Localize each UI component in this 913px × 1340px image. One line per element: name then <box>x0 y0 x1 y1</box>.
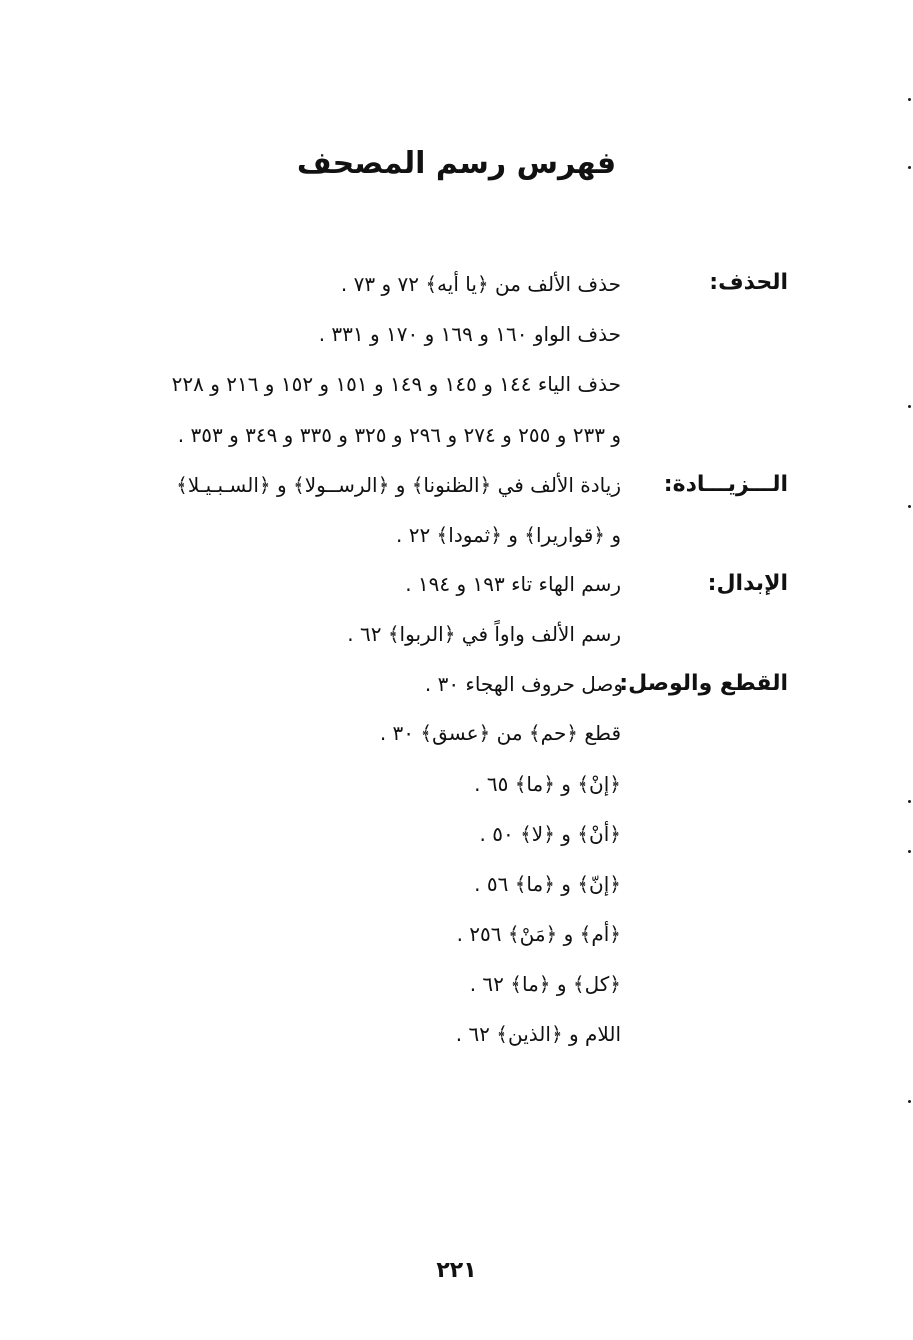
qat-wasl-line-8: اللام و ﴿الذين﴾ ٦٢ . <box>455 1022 621 1046</box>
scan-speck <box>908 405 911 408</box>
hadhf-line-3: حذف الياء ١٤٤ و ١٤٥ و ١٤٩ و ١٥١ و ١٥٢ و ٢١٦ و ٢٢٨ <box>171 372 621 396</box>
scan-speck <box>908 505 911 508</box>
qat-wasl-line-6: ﴿أم﴾ و ﴿مَنْ﴾ ٢٥٦ . <box>456 922 621 946</box>
ibdal-line-2: رسم الألف واواً في ﴿الربوا﴾ ٦٢ . <box>347 622 621 646</box>
qat-wasl-line-1: وصل حروف الهجاء ٣٠ . <box>424 672 623 696</box>
page-title: فهرس رسم المصحف <box>296 146 617 181</box>
qat-wasl-line-7: ﴿كل﴾ و ﴿ما﴾ ٦٢ . <box>469 972 621 996</box>
section-label-qat-wasl: القطع والوصل: <box>619 671 788 696</box>
page-number: ٢٢١ <box>436 1258 477 1283</box>
ibdal-line-1: رسم الهاء تاء ١٩٣ و ١٩٤ . <box>405 572 621 596</box>
qat-wasl-line-3: ﴿إنْ﴾ و ﴿ما﴾ ٦٥ . <box>474 772 621 796</box>
hadhf-line-1: حذف الألف من ﴿يا أيه﴾ ٧٢ و ٧٣ . <box>340 272 621 296</box>
section-label-hadhf: الحذف: <box>709 270 788 295</box>
scan-speck <box>908 850 911 853</box>
ziyada-line-1: زيادة الألف في ﴿الظنونا﴾ و ﴿الرســولا﴾ و ﴿السـبـيـلا﴾ <box>176 473 621 497</box>
qat-wasl-line-2: قطع ﴿حم﴾ من ﴿عسق﴾ ٣٠ . <box>379 721 621 745</box>
scan-speck <box>908 98 911 101</box>
scan-speck <box>908 1100 911 1103</box>
scan-speck <box>908 166 911 169</box>
qat-wasl-line-4: ﴿أنْ﴾ و ﴿لا﴾ ٥٠ . <box>479 822 621 846</box>
qat-wasl-line-5: ﴿إنّ﴾ و ﴿ما﴾ ٥٦ . <box>474 872 621 896</box>
section-label-ziyada: الـــزيـــادة: <box>663 472 788 497</box>
section-label-ibdal: الإبدال: <box>707 571 788 596</box>
ziyada-line-2: و ﴿قواريرا﴾ و ﴿ثمودا﴾ ٢٢ . <box>395 523 621 547</box>
hadhf-line-2: حذف الواو ١٦٠ و ١٦٩ و ١٧٠ و ٣٣١ . <box>318 322 621 346</box>
hadhf-line-4: و ٢٣٣ و ٢٥٥ و ٢٧٤ و ٢٩٦ و ٣٢٥ و ٣٣٥ و ٣٤٩ و ٣٥٣ . <box>177 423 621 447</box>
scan-speck <box>908 800 911 803</box>
